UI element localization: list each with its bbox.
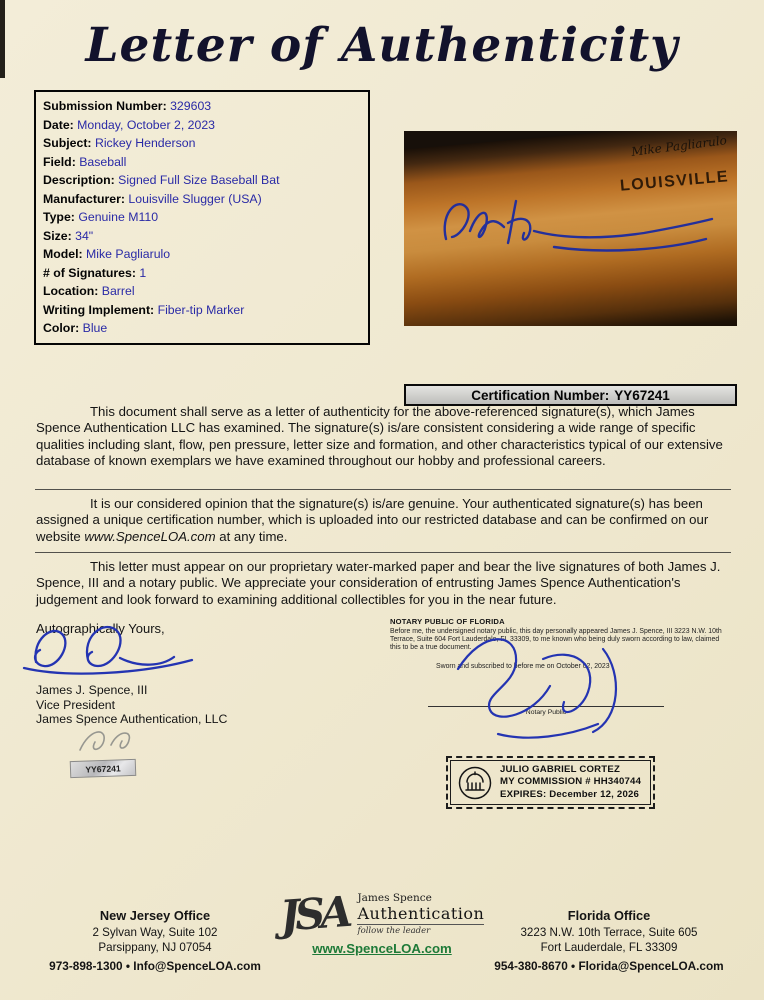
- notary-stamp: [446, 756, 655, 809]
- detail-value: 1: [139, 265, 147, 280]
- footer-jsa-logo: [278, 887, 485, 956]
- notary-name: JULIO GABRIEL CORTEZ: [500, 764, 621, 775]
- detail-label: Date:: [43, 117, 74, 132]
- detail-value: Rickey Henderson: [94, 136, 196, 150]
- office-address-line: 2 Sylvan Way, Suite 102: [92, 926, 218, 939]
- detail-row: [43, 282, 361, 301]
- jsa-hologram-scribble: [74, 726, 144, 758]
- detail-row: [43, 319, 361, 338]
- detail-row: [43, 245, 361, 264]
- detail-label: Color:: [43, 321, 80, 335]
- detail-row: [43, 97, 361, 116]
- signer-block: [36, 683, 227, 727]
- paragraph-2-tail: at any time.: [215, 528, 288, 544]
- notary-sworn-line: Sworn and subscribed to before me on October 02, 2023: [436, 663, 610, 670]
- notary-stamp-text: [500, 764, 641, 801]
- bat-photo: [404, 131, 737, 326]
- office-address-line: Parsippany, NJ 07054: [98, 940, 212, 954]
- detail-label: Submission Number:: [43, 99, 167, 113]
- signer-name: James J. Spence, III: [36, 683, 148, 697]
- detail-row: [43, 208, 361, 227]
- detail-value: Blue: [82, 321, 108, 335]
- bat-brand-stamp: LOUISVILLE: [619, 168, 730, 195]
- jsa-website: www.SpenceLOA.com: [312, 941, 452, 956]
- detail-label: Description:: [43, 173, 115, 187]
- detail-label: Writing Implement:: [43, 302, 155, 317]
- detail-row: [43, 171, 361, 190]
- spence-signature-ink: [16, 610, 206, 690]
- detail-label: Location:: [43, 284, 99, 298]
- detail-row: [43, 116, 361, 135]
- signer-company: James Spence Authentication, LLC: [36, 712, 228, 727]
- salutation: Autographically Yours,: [36, 621, 165, 636]
- website-inline-text: www.SpenceLOA.com: [84, 528, 216, 544]
- signer-title: Vice President: [36, 697, 116, 712]
- paragraph-2-text: It is our considered opinion that the signature(s) is/are genuine. Your authenticated signature(s) has been assigned a unique certification number, which is uploaded into our restricted database and can be confirmed on our website: [36, 496, 709, 544]
- notary-public-label: Notary Public: [525, 709, 567, 716]
- office-title: Florida Office: [567, 908, 651, 923]
- detail-label: Model:: [43, 247, 83, 261]
- detail-row: [43, 264, 361, 283]
- detail-value: 34": [75, 228, 94, 243]
- certification-number-box: [404, 384, 737, 406]
- section-divider: [35, 489, 731, 490]
- detail-value: Barrel: [101, 284, 135, 298]
- page-title: Letter of Authenticity: [85, 18, 679, 73]
- detail-value: Mike Pagliarulo: [86, 247, 171, 261]
- detail-label: Type:: [43, 210, 75, 224]
- notary-expiry: EXPIRES: December 12, 2026: [500, 788, 640, 800]
- detail-value: Signed Full Size Baseball Bat: [118, 173, 280, 187]
- notary-statement: Before me, the undersigned notary public, this day personally appeared James J. Spence, III 3223 N.W. 10th Terrace, Suite 604 Fort Lauderdale, FL 33309, to me known who being duly sworn according to law, claimed this to be a true document.: [390, 628, 722, 652]
- certification-label: Certification Number:: [471, 387, 610, 403]
- notary-commission: MY COMMISSION # HH340744: [500, 776, 642, 788]
- detail-label: Field:: [43, 154, 76, 169]
- jsa-monogram: JSA: [278, 887, 350, 941]
- detail-row: [43, 153, 361, 172]
- office-contact-line: 954-380-8670 • Florida@SpenceLOA.com: [494, 959, 724, 974]
- office-address-line: Fort Lauderdale, FL 33309: [540, 940, 678, 954]
- details-table: [34, 90, 370, 345]
- notary-stamp-inner: [450, 760, 651, 805]
- body-paragraph-2: [36, 496, 732, 545]
- bat-model-script: Mike Pagliarulo: [630, 133, 728, 159]
- jsa-hologram-sticker: [70, 759, 137, 778]
- detail-row: [43, 190, 361, 209]
- footer-new-jersey-office: [30, 908, 280, 973]
- detail-value: 329603: [170, 99, 212, 113]
- notary-signature-ink: [438, 624, 668, 746]
- body-paragraph-3: This letter must appear on our proprietary water-marked paper and bear the live signatures of both James J. Spence, III and a notary public. We appreciate your consideration of entrusting James Spence Authentication's judgement and look forward to examining additional collectibles for you in the near future.: [36, 559, 721, 607]
- detail-value: Baseball: [79, 154, 127, 169]
- detail-value: Genuine M110: [78, 210, 159, 224]
- detail-label: # of Signatures:: [43, 265, 136, 280]
- notary-heading: NOTARY PUBLIC OF FLORIDA: [390, 617, 505, 626]
- jsa-name-bottom: Authentication: [357, 904, 485, 923]
- office-address-line: 3223 N.W. 10th Terrace, Suite 605: [520, 926, 698, 939]
- hologram-number: YY67241: [85, 762, 121, 775]
- jsa-wordmark: [357, 892, 484, 936]
- body-paragraph-1: This document shall serve as a letter of authenticity for the above-referenced signature(s), which James Spence Authentication LLC has examined. The signature(s) is/are consistent considering a wide range of specific qualities including slant, flow, pen pressure, letter size and formation, and other characteristics typical of our extensive database of known exemplars we have examined throughout our hobby and professional careers.: [36, 404, 723, 468]
- bat-autograph-ink: [404, 131, 737, 326]
- jsa-tagline: follow the leader: [357, 924, 484, 936]
- office-title: New Jersey Office: [99, 908, 211, 923]
- detail-value: Monday, October 2, 2023: [77, 117, 216, 132]
- detail-row: [43, 134, 361, 153]
- section-divider: [35, 552, 731, 553]
- certification-value: YY67241: [614, 387, 670, 403]
- details-rows: [43, 97, 361, 338]
- notary-seal-icon: [457, 765, 493, 801]
- detail-row: [43, 227, 361, 246]
- jsa-name-top: James Spence: [357, 892, 432, 904]
- detail-label: Size:: [43, 228, 72, 243]
- detail-row: [43, 301, 361, 320]
- office-contact-line: 973-898-1300 • Info@SpenceLOA.com: [49, 959, 261, 974]
- detail-value: Louisville Slugger (USA): [128, 191, 262, 206]
- detail-value: Fiber-tip Marker: [157, 302, 245, 317]
- detail-label: Manufacturer:: [43, 191, 125, 206]
- detail-label: Subject:: [43, 136, 92, 150]
- footer-florida-office: [478, 908, 740, 973]
- jsa-logo-row: [278, 887, 485, 941]
